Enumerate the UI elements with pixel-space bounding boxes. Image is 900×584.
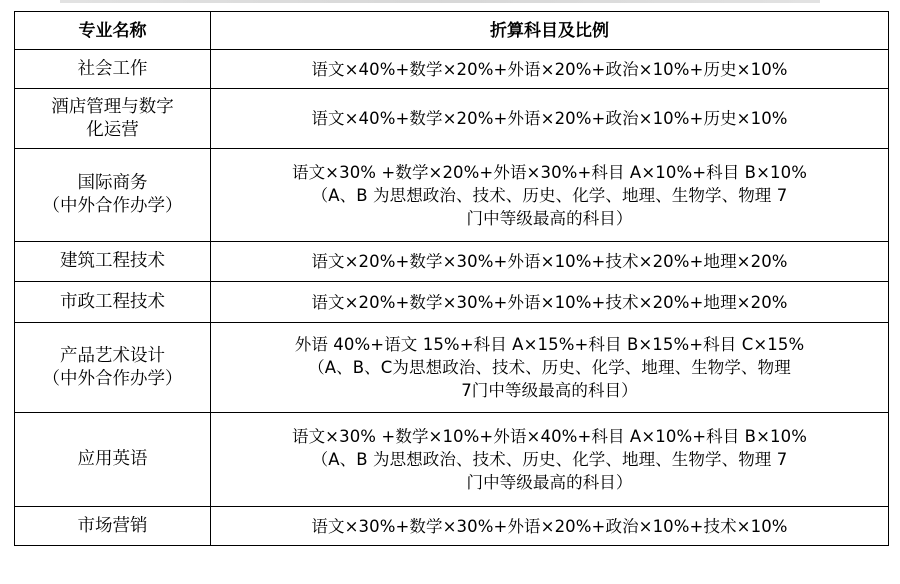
formula-cell bbox=[211, 413, 889, 507]
formula-line: （A、B、C为思想政治、技术、历史、化学、地理、生物学、物理 bbox=[308, 358, 791, 377]
formula-line: 语文×20%+数学×30%+外语×10%+技术×20%+地理×20% bbox=[311, 252, 788, 271]
formula-cell bbox=[211, 149, 889, 242]
formula-cell bbox=[211, 242, 889, 282]
table-row bbox=[15, 413, 889, 507]
major-name-line: 建筑工程技术 bbox=[60, 251, 165, 271]
formula-line: 语文×40%+数学×20%+外语×20%+政治×10%+历史×10% bbox=[311, 109, 788, 128]
formula-line: （A、B 为思想政治、技术、历史、化学、地理、生物学、物理 7 bbox=[311, 450, 788, 469]
formula-line: 语文×40%+数学×20%+外语×20%+政治×10%+历史×10% bbox=[311, 59, 788, 79]
table-row bbox=[15, 50, 889, 89]
major-name-line: 产品艺术设计 bbox=[60, 345, 165, 366]
major-name bbox=[15, 413, 211, 507]
major-name-line: （中外合作办学） bbox=[42, 368, 183, 389]
major-name bbox=[15, 89, 211, 149]
table-row bbox=[15, 323, 889, 413]
formula-line: 语文×30%+数学×30%+外语×20%+政治×10%+技术×10% bbox=[311, 516, 788, 536]
formula-line: 门中等级最高的科目） bbox=[466, 473, 633, 492]
formula-cell bbox=[211, 89, 889, 149]
table-row bbox=[15, 242, 889, 282]
formula-line: 门中等级最高的科目） bbox=[466, 208, 633, 228]
table-header-row bbox=[15, 12, 889, 50]
formula-line: 外语 40%+语文 15%+科目 A×15%+科目 B×15%+科目 C×15% bbox=[294, 335, 805, 354]
table-row bbox=[15, 282, 889, 323]
major-name bbox=[15, 282, 211, 323]
formula-cell bbox=[211, 50, 889, 89]
formula-line: 7门中等级最高的科目） bbox=[461, 381, 638, 400]
major-name-line: 社会工作 bbox=[77, 58, 148, 79]
table-row bbox=[15, 149, 889, 242]
formula-line: 语文×20%+数学×30%+外语×10%+技术×20%+地理×20% bbox=[311, 292, 788, 312]
major-name-line: （中外合作办学） bbox=[42, 196, 183, 216]
major-name-line: 酒店管理与数字 bbox=[51, 96, 174, 117]
major-name-line: 市场营销 bbox=[77, 515, 148, 536]
header-major: 专业名称 bbox=[15, 12, 211, 50]
formula-line: 语文×30% +数学×20%+外语×30%+科目 A×10%+科目 B×10% bbox=[291, 162, 808, 182]
formula-line: 语文×30% +数学×10%+外语×40%+科目 A×10%+科目 B×10% bbox=[291, 427, 808, 446]
major-name bbox=[15, 323, 211, 413]
major-name-line: 化运营 bbox=[86, 119, 139, 140]
major-name bbox=[15, 50, 211, 89]
major-name bbox=[15, 149, 211, 242]
formula-cell bbox=[211, 282, 889, 323]
major-name-line: 应用英语 bbox=[77, 449, 148, 469]
formula-cell bbox=[211, 323, 889, 413]
major-conversion-table bbox=[14, 11, 889, 546]
header-formula: 折算科目及比例 bbox=[211, 12, 889, 50]
major-name-line: 国际商务 bbox=[77, 173, 148, 193]
major-name-line: 市政工程技术 bbox=[60, 291, 165, 312]
table-row bbox=[15, 89, 889, 149]
major-name bbox=[15, 507, 211, 546]
formula-cell bbox=[211, 507, 889, 546]
table-row bbox=[15, 507, 889, 546]
formula-line: （A、B 为思想政治、技术、历史、化学、地理、生物学、物理 7 bbox=[311, 185, 788, 205]
major-name bbox=[15, 242, 211, 282]
